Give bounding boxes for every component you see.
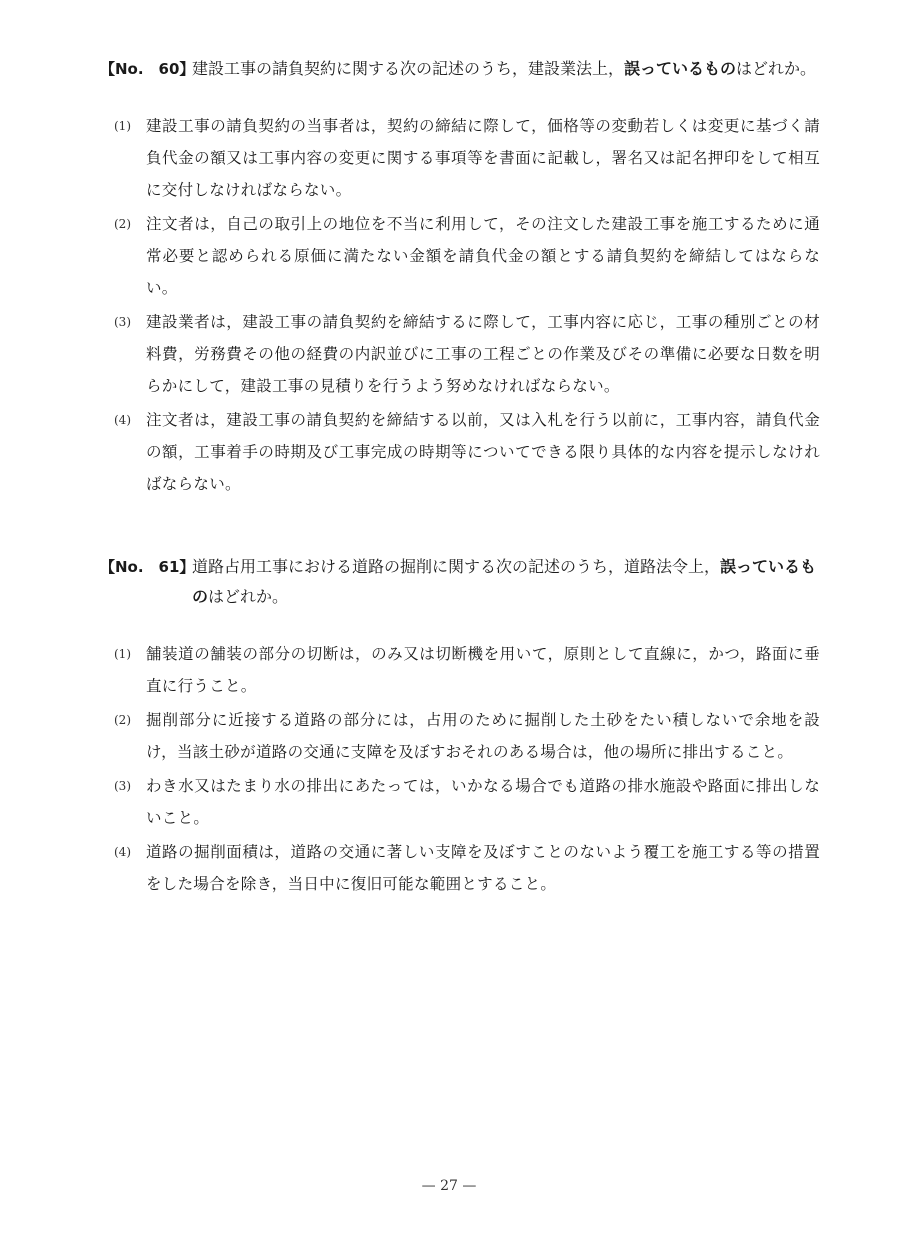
question-60-emphasis: 誤っているもの: [624, 59, 737, 78]
choice-61-2: [100, 704, 820, 768]
choice-60-1: [100, 110, 820, 206]
choice-60-2: [100, 208, 820, 304]
choice-number: (3): [114, 779, 131, 793]
question-61-number: 【No. 61】: [100, 558, 195, 576]
choice-number: (4): [114, 413, 131, 427]
choice-text: 建設業者は，建設工事の請負契約を締結するに際して，工事内容に応じ，工事の種別ごとの材料費，労務費その他の経費の内訳並びに工事の工程ごとの作業及びその準備に必要な日数を明らかにして，建設工事の見積りを行うよう努めなければならない。: [146, 313, 820, 395]
choice-61-3: [100, 770, 820, 834]
question-60-text: [192, 54, 820, 84]
choice-number: (1): [114, 647, 131, 661]
choice-number: (2): [114, 713, 131, 727]
question-61-text-post: はどれか。: [208, 587, 289, 606]
question-60-header: [100, 54, 820, 84]
choice-text: 建設工事の請負契約の当事者は，契約の締結に際して，価格等の変動若しくは変更に基づく請負代金の額又は工事内容の変更に関する事項等を書面に記載し，署名又は記名押印をして相互に交付しなければならない。: [146, 117, 820, 199]
choice-number: (4): [114, 845, 131, 859]
question-61-text: [192, 552, 820, 612]
question-61-emphasis: 誤っているもの: [192, 557, 817, 606]
question-60-choices: [100, 110, 820, 500]
choice-text: わき水又はたまり水の排出にあたっては，いかなる場合でも道路の排水施設や路面に排出しないこと。: [146, 777, 820, 827]
choice-number: (1): [114, 119, 131, 133]
choice-text: 掘削部分に近接する道路の部分には，占用のために掘削した土砂をたい積しないで余地を設け，当該土砂が道路の交通に支障を及ぼすおそれのある場合は，他の場所に排出すること。: [146, 711, 820, 761]
choice-number: (2): [114, 217, 131, 231]
page-number: — 27 —: [421, 1178, 477, 1194]
choice-60-4: [100, 404, 820, 500]
choice-61-1: [100, 638, 820, 702]
question-60-number: 【No. 60】: [100, 60, 195, 78]
question-61-text-pre: 道路占用工事における道路の掘削に関する次の記述のうち，道路法令上，: [192, 557, 721, 576]
question-60: [100, 54, 820, 502]
choice-60-3: [100, 306, 820, 402]
choice-61-4: [100, 836, 820, 900]
choice-text: 舗装道の舗装の部分の切断は，のみ又は切断機を用いて，原則として直線に，かつ，路面に垂直に行うこと。: [146, 645, 820, 695]
choice-number: (3): [114, 315, 131, 329]
choice-text: 注文者は，建設工事の請負契約を締結する以前，又は入札を行う以前に，工事内容，請負代金の額，工事着手の時期及び工事完成の時期等についてできる限り具体的な内容を提示しなければならない。: [146, 411, 820, 493]
choice-text: 道路の掘削面積は，道路の交通に著しい支障を及ぼすことのないよう覆工を施工する等の措置をした場合を除き，当日中に復旧可能な範囲とすること。: [146, 843, 820, 893]
choice-text: 注文者は，自己の取引上の地位を不当に利用して，その注文した建設工事を施工するために通常必要と認められる原価に満たない金額を請負代金の額とする請負契約を締結してはならない。: [146, 215, 820, 297]
question-61-header: [100, 552, 820, 612]
question-61-choices: [100, 638, 820, 900]
question-60-text-pre: 建設工事の請負契約に関する次の記述のうち，建設業法上，: [192, 59, 625, 78]
question-60-text-post: はどれか。: [736, 59, 817, 78]
question-61: [100, 552, 820, 902]
